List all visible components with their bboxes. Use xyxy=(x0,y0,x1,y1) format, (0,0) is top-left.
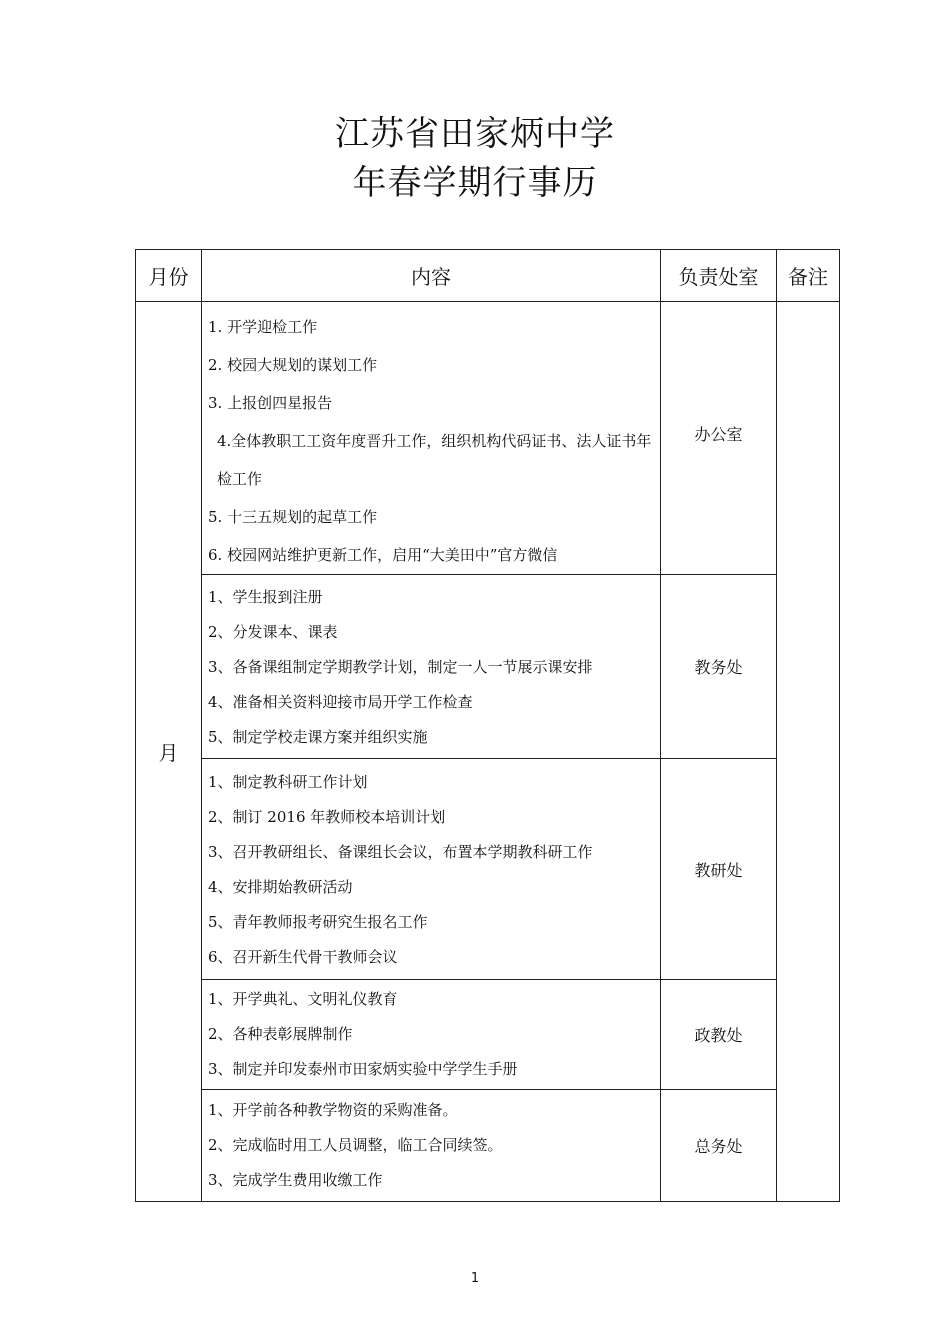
table-row-office xyxy=(136,302,840,575)
content-cell-academic xyxy=(202,575,661,759)
list-item: 3、召开教研组长、备课组长会议，布置本学期教科研工作 xyxy=(208,843,593,861)
page-number: 1 xyxy=(470,1271,480,1286)
document-title-line2: 年春学期行事历 xyxy=(352,163,598,203)
month-cell: 月 xyxy=(136,302,202,1202)
list-item: 1、学生报到注册 xyxy=(208,588,323,606)
list-item: 4.全体教职工工资年度晋升工作，组织机构代码证书、法人证书年检工作 xyxy=(217,432,652,488)
list-item: 2、分发课本、课表 xyxy=(208,623,338,641)
list-item: 3、完成学生费用收缴工作 xyxy=(208,1171,383,1189)
header-content: 内容 xyxy=(202,250,661,302)
list-item: 2. 校园大规划的谋划工作 xyxy=(208,356,378,374)
list-item: 3、各备课组制定学期教学计划，制定一人一节展示课安排 xyxy=(208,658,593,676)
list-item: 5、青年教师报考研究生报名工作 xyxy=(208,913,428,931)
remarks-cell xyxy=(777,302,840,1202)
list-item: 3. 上报创四星报告 xyxy=(208,394,333,412)
list-item: 2、制订 2016 年教师校本培训计划 xyxy=(208,808,446,826)
header-department: 负责处室 xyxy=(661,250,777,302)
list-item: 4、安排期始教研活动 xyxy=(208,878,353,896)
list-item: 2、完成临时用工人员调整，临工合同续签。 xyxy=(208,1136,503,1154)
list-item: 1. 开学迎检工作 xyxy=(208,318,318,336)
table-row-research xyxy=(136,759,840,980)
list-item: 5、制定学校走课方案并组织实施 xyxy=(208,728,428,746)
list-item: 4、准备相关资料迎接市局开学工作检查 xyxy=(208,693,473,711)
content-cell-moral xyxy=(202,980,661,1090)
list-item: 1、制定教科研工作计划 xyxy=(208,773,368,791)
content-cell-general xyxy=(202,1090,661,1202)
header-row xyxy=(136,250,840,302)
department-cell-research: 教研处 xyxy=(661,759,777,980)
department-cell-general: 总务处 xyxy=(661,1090,777,1202)
calendar-table xyxy=(135,249,840,1202)
list-item: 2、各种表彰展牌制作 xyxy=(208,1025,353,1043)
header-month: 月份 xyxy=(136,250,202,302)
document-title-line1: 江苏省田家炳中学 xyxy=(335,114,615,154)
content-cell-research xyxy=(202,759,661,980)
list-item: 5. 十三五规划的起草工作 xyxy=(208,508,378,526)
table-row-general xyxy=(136,1090,840,1202)
list-item: 3、制定并印发泰州市田家炳实验中学学生手册 xyxy=(208,1060,518,1078)
list-item: 6. 校园网站维护更新工作，启用“大美田中”官方微信 xyxy=(208,546,558,564)
header-remarks: 备注 xyxy=(777,250,840,302)
table-row-academic xyxy=(136,575,840,759)
list-item: 1、开学典礼、文明礼仪教育 xyxy=(208,990,398,1008)
list-item: 1、开学前各种教学物资的采购准备。 xyxy=(208,1101,458,1119)
content-cell-office xyxy=(202,302,661,575)
department-cell-office: 办公室 xyxy=(661,302,777,575)
list-item: 6、召开新生代骨干教师会议 xyxy=(208,948,398,966)
department-cell-moral: 政教处 xyxy=(661,980,777,1090)
department-cell-academic: 教务处 xyxy=(661,575,777,759)
table-row-moral xyxy=(136,980,840,1090)
